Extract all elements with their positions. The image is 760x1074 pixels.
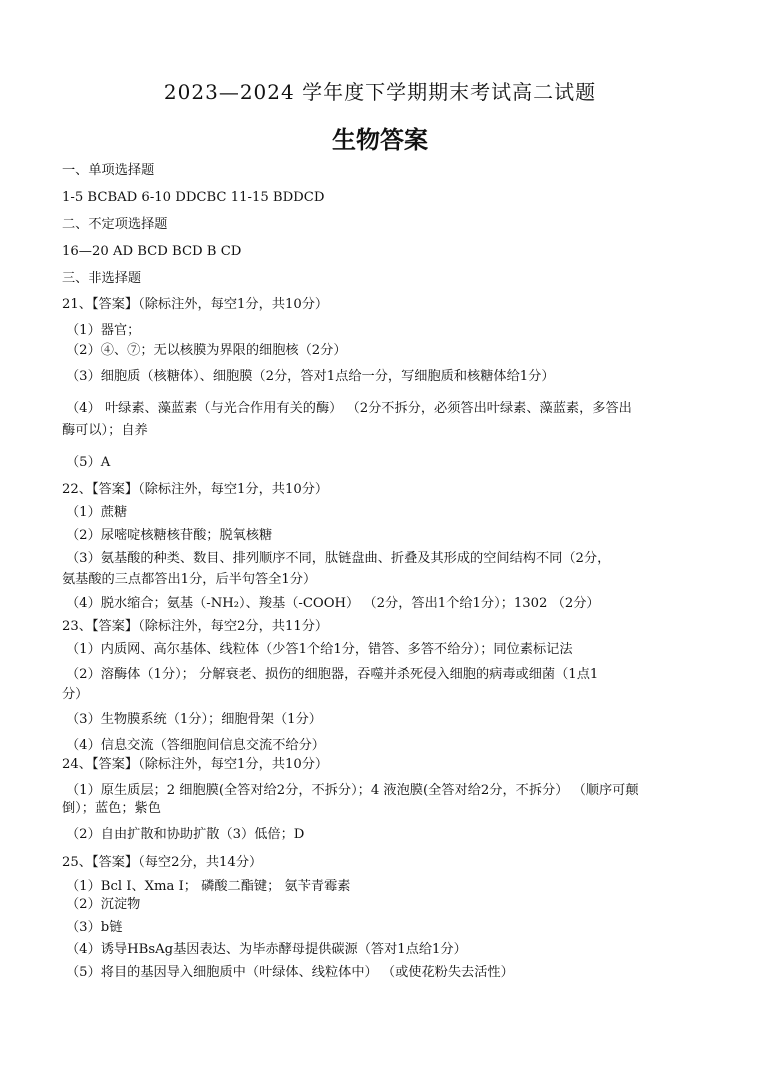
q22-answer-1: （1）蔗糖 <box>66 505 128 520</box>
q25-heading: 25、【答案】（每空2分，共14分） <box>62 855 263 870</box>
q22-heading: 22、【答案】（除标注外，每空1分，共10分） <box>62 482 329 497</box>
q23-answer-3: （3）生物膜系统（1分）；细胞骨架（1分） <box>66 712 322 727</box>
q21-answer-1: （1）器官； <box>66 323 141 338</box>
q21-answer-4-line-2: 酶可以）；自养 <box>62 423 148 438</box>
multiple-choice-answers: 16—20 AD BCD BCD B CD <box>62 244 242 259</box>
q24-heading: 24、【答案】（除标注外，每空1分，共10分） <box>62 757 329 772</box>
q21-answer-4-line-1: （4） 叶绿素、藻蓝素（与光合作用有关的酶） （2分不拆分，必须答出叶绿素、藻蓝素，多答出 <box>66 401 632 416</box>
q23-answer-1: （1）内质网、高尔基体、线粒体（少答1个给1分，错答、多答不给分）；同位素标记法 <box>66 642 573 657</box>
q22-answer-2: （2）尿嘧啶核糖核苷酸；脱氧核糖 <box>66 528 273 543</box>
q22-answer-3-line-1: （3）氨基酸的种类、数目、排列顺序不同，肽链盘曲、折叠及其形成的空间结构不同（2分， <box>66 551 611 566</box>
q23-answer-4: （4）信息交流（答细胞间信息交流不给分） <box>66 738 325 753</box>
q21-answer-2: （2）④、⑦；无以核膜为界限的细胞核（2分） <box>66 343 347 358</box>
q25-answer-4: （4）诱导HBsAg基因表达、为毕赤酵母提供碳源（答对1点给1分） <box>66 942 467 957</box>
q21-answer-5: （5）A <box>66 455 111 470</box>
q21-answer-3: （3）细胞质（核糖体）、细胞膜（2分，答对1点给一分，写细胞质和核糖体给1分） <box>66 369 555 384</box>
single-choice-answers: 1-5 BCBAD 6-10 DDCBC 11-15 BDDCD <box>62 190 325 205</box>
q23-answer-2-line-1: （2）溶酶体（1分）； 分解衰老、损伤的细胞器，吞噬并杀死侵入细胞的病毒或细菌（1点1 <box>66 667 599 682</box>
q24-answer-1-line-1: （1）原生质层；2 细胞膜(全答对给2分，不拆分）；4 液泡膜(全答对给2分，不拆分） （顺序可颠 <box>66 783 639 798</box>
q25-answer-5: （5）将目的基因导入细胞质中（叶绿体、线粒体中） （或使花粉失去活性） <box>66 965 514 980</box>
answer-subtitle: 生物答案 <box>332 126 428 154</box>
q25-answer-3: （3）b链 <box>66 920 123 935</box>
section-heading-non-choice: 三、非选择题 <box>62 271 142 286</box>
q24-answer-2: （2）自由扩散和协助扩散（3）低倍；D <box>66 827 305 842</box>
q23-answer-2-line-2: 分） <box>62 687 89 702</box>
q22-answer-4: （4）脱水缩合；氨基（-NH₂）、羧基（-COOH） （2分，答出1个给1分）；1302 （2分） <box>66 596 600 611</box>
q22-answer-3-line-2: 氨基酸的三点都答出1分，后半句答全1分） <box>62 572 317 587</box>
q25-answer-1: （1）Bcl Ⅰ、Xma Ⅰ； 磷酸二酯键； 氨苄青霉素 <box>66 879 351 894</box>
section-heading-single-choice: 一、单项选择题 <box>62 163 155 178</box>
exam-title: 2023—2024 学年度下学期期末考试高二试题 <box>163 80 597 104</box>
q21-heading: 21、【答案】（除标注外，每空1分，共10分） <box>62 297 329 312</box>
q24-answer-1-line-2: 倒）；蓝色；紫色 <box>62 801 161 816</box>
section-heading-multiple-choice: 二、不定项选择题 <box>62 217 168 232</box>
q25-answer-2: （2）沉淀物 <box>66 897 141 912</box>
q23-heading: 23、【答案】（除标注外，每空2分，共11分） <box>62 619 329 634</box>
